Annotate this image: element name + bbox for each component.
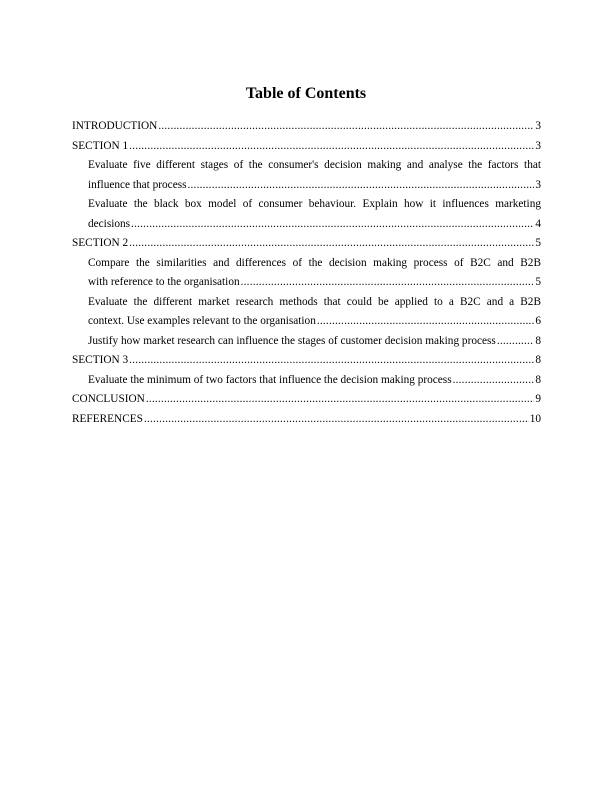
toc-entry-text: Evaluate five different stages of the consumer's decision making and analyse the factors that [88, 159, 541, 171]
toc-page-number: 8 [535, 334, 541, 347]
toc-entry-black-box[interactable] [72, 215, 541, 235]
page-title: Table of Contents [245, 85, 367, 102]
dot-leader [129, 234, 534, 254]
toc-entry-b2c-b2b-line1[interactable] [72, 254, 541, 274]
toc-entry-two-factors[interactable] [72, 371, 541, 391]
toc-page-number: 3 [535, 120, 541, 132]
toc-page-number: 9 [535, 393, 541, 405]
toc-page-number: 5 [535, 237, 541, 249]
dot-leader [129, 137, 534, 157]
toc-entry-b2c-b2b[interactable] [72, 273, 541, 293]
toc-entry-stages[interactable] [72, 176, 541, 196]
toc-entry-text: context. Use examples relevant to the organisation [88, 315, 316, 327]
toc-entry-research-methods-line1[interactable] [72, 293, 541, 313]
toc-entry-text: influence that process [88, 178, 187, 191]
dot-leader [158, 117, 534, 137]
toc-page-number: 6 [535, 315, 541, 327]
toc-entry-text: SECTION 3 [72, 354, 129, 366]
toc-page-number: 8 [535, 354, 541, 366]
toc-page-number: 8 [535, 373, 541, 386]
dot-leader [188, 176, 535, 196]
toc-entry-text: SECTION 2 [72, 237, 129, 249]
toc-entry-introduction[interactable] [72, 117, 541, 137]
toc-entry-text: CONCLUSION [72, 393, 145, 405]
toc-entry-text: Evaluate the minimum of two factors that influence the decision making process [88, 373, 452, 386]
toc-entry-text: Evaluate the different market research methods that could be applied to a B2C and a B2B [88, 295, 541, 308]
toc-entry-section-3[interactable] [72, 351, 541, 371]
toc-entry-stages-line1[interactable] [72, 156, 541, 176]
toc-entry-section-1[interactable] [72, 137, 541, 157]
toc-entry-text: SECTION 1 [72, 139, 129, 152]
dot-leader [131, 215, 534, 235]
toc-entry-text: INTRODUCTION [72, 120, 158, 132]
toc-entry-black-box-line1[interactable] [72, 195, 541, 215]
dot-leader [497, 332, 535, 352]
toc-entry-text: Justify how market research can influence the stages of customer decision making process [88, 334, 496, 347]
toc-page-number: 4 [535, 217, 541, 230]
dot-leader [317, 312, 534, 332]
toc-entry-text: decisions [88, 217, 131, 230]
toc-entry-conclusion[interactable] [72, 390, 541, 410]
dot-leader [129, 351, 534, 371]
toc-entry-text: REFERENCES [72, 412, 143, 425]
toc-entry-research-methods[interactable] [72, 312, 541, 332]
dot-leader [241, 273, 535, 293]
dot-leader [144, 410, 529, 430]
toc-page-number: 10 [529, 412, 541, 425]
toc-entry-section-2[interactable] [72, 234, 541, 254]
toc-page-number: 3 [535, 139, 541, 152]
dot-leader [453, 371, 535, 391]
toc-page-number: 3 [535, 178, 541, 191]
dot-leader [146, 390, 535, 410]
toc-entry-text: Compare the similarities and differences of the decision making process of B2C and B2B [88, 256, 541, 269]
toc-entry-market-research[interactable] [72, 332, 541, 352]
toc-entry-text: with reference to the organisation [88, 276, 240, 288]
toc-entry-references[interactable] [72, 410, 541, 430]
toc-entry-text: Evaluate the black box model of consumer behaviour. Explain how it influences marketing [88, 198, 541, 210]
toc-page-number: 5 [535, 276, 541, 288]
table-of-contents [72, 117, 541, 429]
